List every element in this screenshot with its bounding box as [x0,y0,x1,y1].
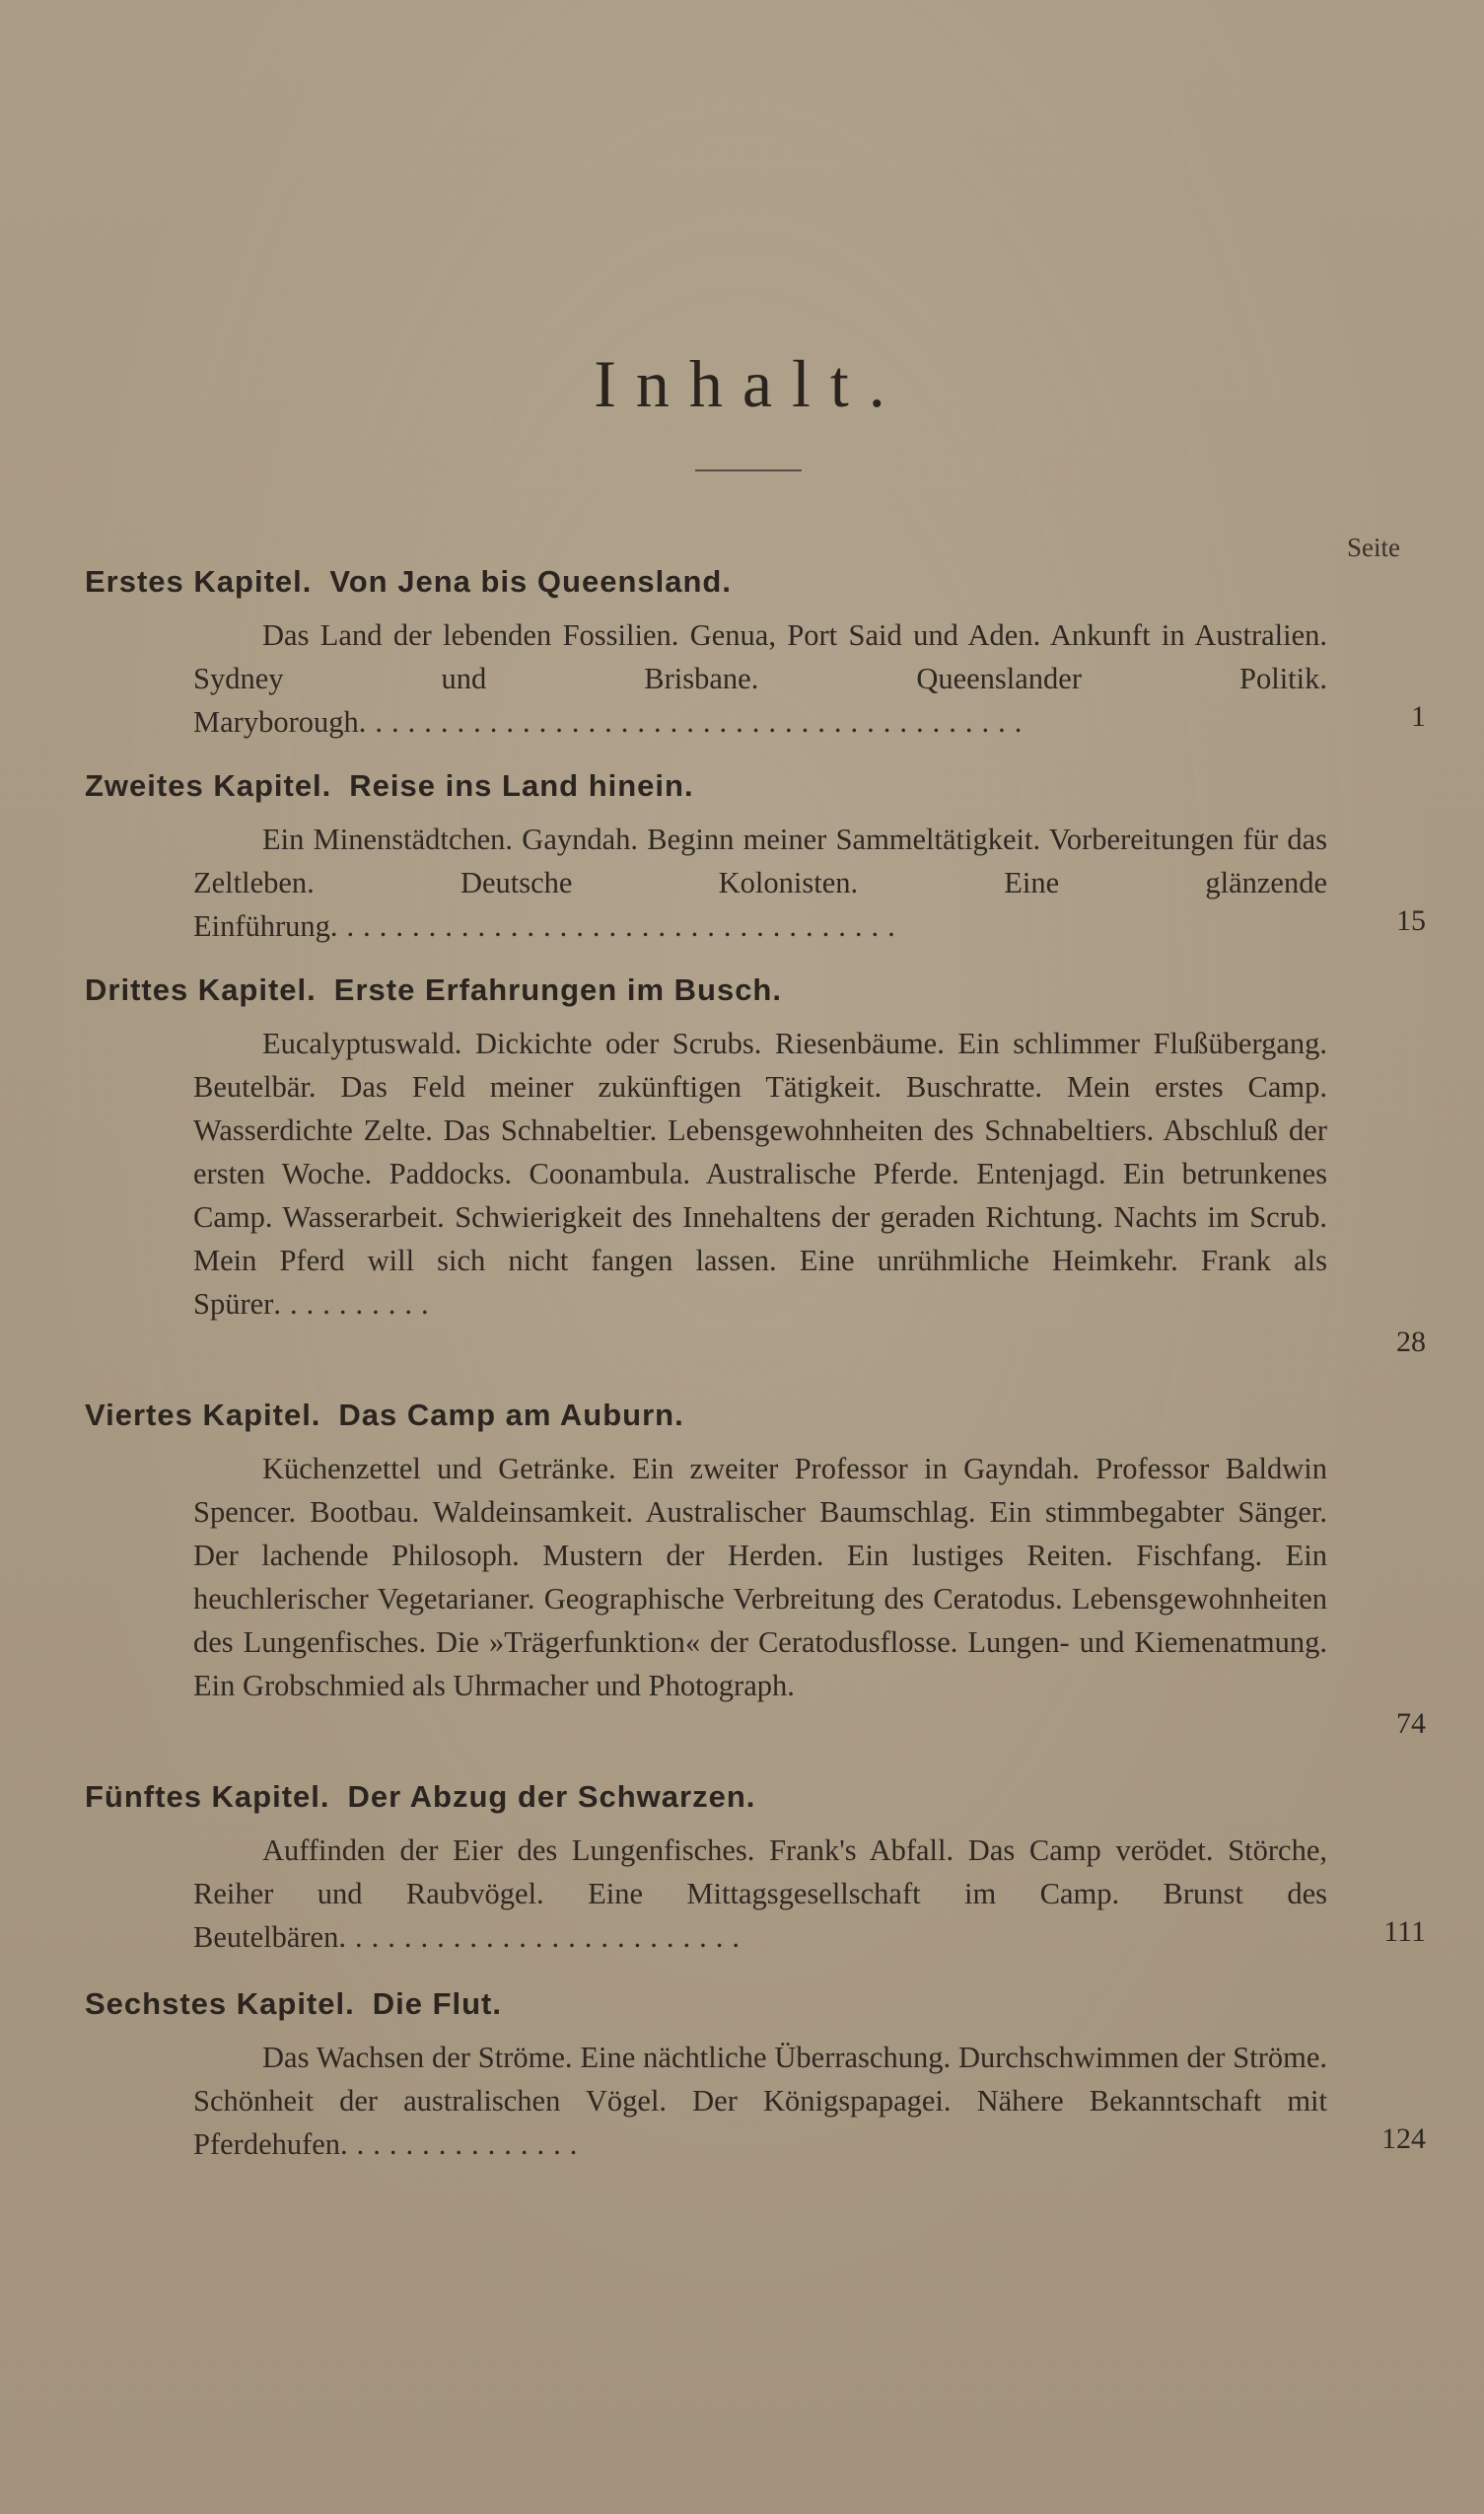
chapter-entry-2 [85,764,1426,948]
chapter-heading [85,969,1426,1012]
chapter-heading [85,1394,1426,1437]
chapter-summary-text: Das Land der lebenden Fossilien. Genua, Port Said und Aden. Ankunft in Australien. Sydney und Brisbane. Queenslander Politik. Maryborough [193,618,1327,739]
chapter-name: Von Jena bis Queensland. [329,564,732,599]
chapter-heading [85,1775,1426,1819]
chapter-entry-3 [85,969,1426,1358]
chapter-number: Sechstes Kapitel. [85,1986,355,2021]
chapter-page-number: 15 [1396,904,1426,937]
leader-dots: ......................... [338,1920,748,1954]
page-title: Inhalt. [594,346,905,421]
chapter-summary-text: Auffinden der Eier des Lungenfisches. Frank's Abfall. Das Camp verödet. Störche, Reiher und Raubvögel. Eine Mittagsgesellschaft im Camp. Brunst des Beutelbären [193,1833,1327,1954]
chapter-number: Fünftes Kapitel. [85,1779,330,1814]
chapter-page-number: 111 [1383,1915,1426,1948]
chapter-summary [193,818,1327,948]
chapter-number: Viertes Kapitel. [85,1398,321,1432]
chapter-name: Die Flut. [372,1986,502,2021]
leader-dots: ............... [340,2127,587,2161]
chapter-summary [193,1022,1327,1326]
chapter-number: Zweites Kapitel. [85,768,332,803]
chapter-summary-text: Das Wachsen der Ströme. Eine nächtliche Überraschung. Durchschwimmen der Ströme. Schönheit der australischen Vögel. Der Königspapagei. Nähere Bekanntschaft mit Pferdehufen [193,2041,1327,2161]
chapter-entry-1 [85,560,1426,744]
chapter-entry-4 [85,1394,1426,1740]
chapter-summary [193,1829,1327,1959]
page-column-label: Seite [1347,533,1400,562]
chapter-summary [193,613,1327,744]
chapter-page-number: 74 [1396,1707,1426,1740]
leader-dots: ................................... [329,909,904,943]
title-divider [695,469,802,471]
chapter-name: Das Camp am Auburn. [338,1398,684,1432]
chapter-name: Reise ins Land hinein. [349,768,694,803]
chapter-heading [85,764,1426,808]
chapter-name: Der Abzug der Schwarzen. [347,1779,756,1814]
chapter-entry-6 [85,1982,1426,2166]
chapter-entry-5 [85,1775,1426,1959]
chapter-page-number: 28 [1396,1326,1426,1358]
chapter-heading [85,560,1426,604]
leader-dots: .......... [273,1287,438,1321]
chapter-name: Erste Erfahrungen im Busch. [333,972,782,1007]
chapter-summary [193,1447,1327,1707]
chapter-summary [193,2036,1327,2166]
leader-dots: ......................................... [358,705,1031,739]
chapter-summary-text: Küchenzettel und Getränke. Ein zweiter Professor in Gayndah. Professor Baldwin Spencer. Bootbau. Waldeinsamkeit. Australischer Baumschlag. Ein stimmbegabter Sänger. Der lachende Philosoph. Mustern der Herden. Ein lustiges Reiten. Fischfang. Ein heuchlerischer Vegetarianer. Geographische Verbreitung des Ceratodus. Lebensgewohnheiten des Lungenfisches. Die »Trägerfunktion« der Ceratodusflosse. Lungen- und Kiemenatmung. Ein Grobschmied als Uhrmacher und Photograph. [193,1452,1327,1702]
chapter-page-number: 1 [1411,700,1426,733]
chapter-number: Drittes Kapitel. [85,972,317,1007]
chapter-summary-text: Eucalyptuswald. Dickichte oder Scrubs. Riesenbäume. Ein schlimmer Flußübergang. Beutelbär. Das Feld meiner zukünftigen Tätigkeit. Buschratte. Mein erstes Camp. Wasserdichte Zelte. Das Schnabeltier. Lebensgewohnheiten des Schnabeltiers. Abschluß der ersten Woche. Paddocks. Coonambula. Australische Pferde. Entenjagd. Ein betrunkenes Camp. Wasserarbeit. Schwierigkeit des Innehaltens der geraden Richtung. Nachts im Scrub. Mein Pferd will sich nicht fangen lassen. Eine unrühmliche Heimkehr. Frank als Spürer [193,1027,1327,1321]
chapter-heading [85,1982,1426,2026]
chapter-number: Erstes Kapitel. [85,564,313,599]
chapter-page-number: 124 [1381,2122,1426,2155]
chapter-summary-text: Ein Minenstädtchen. Gayndah. Beginn meiner Sammeltätigkeit. Vorbereitungen für das Zeltleben. Deutsche Kolonisten. Eine glänzende Einführung [193,823,1327,943]
